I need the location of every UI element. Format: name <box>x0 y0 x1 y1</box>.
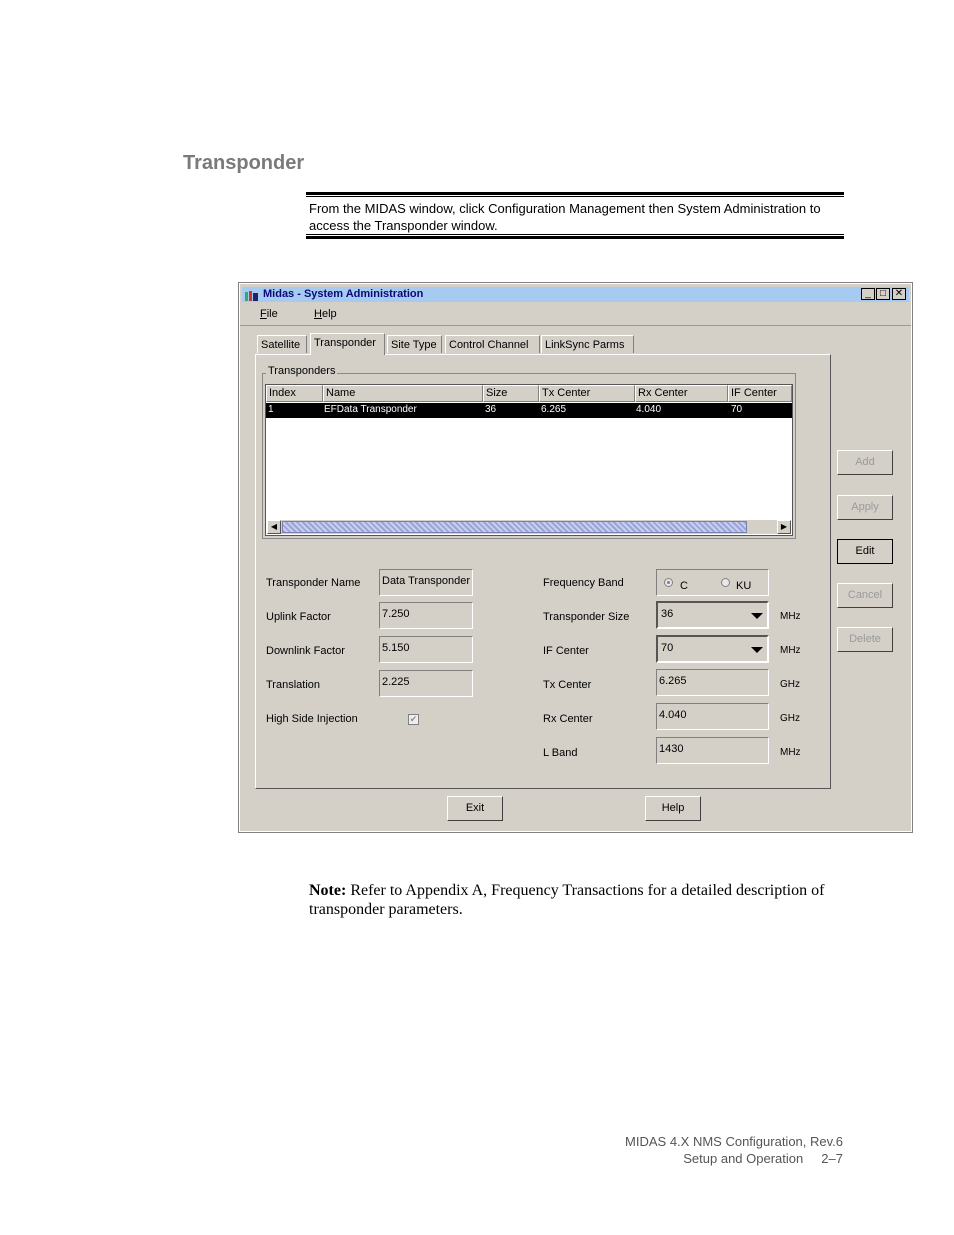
footer-section-page: Setup and Operation 2–7 <box>683 1151 843 1166</box>
scroll-right-icon[interactable]: ▶ <box>777 520 791 534</box>
edit-button[interactable]: Edit <box>837 539 893 564</box>
if-center-select[interactable] <box>656 635 769 663</box>
add-button[interactable]: Add <box>837 450 893 475</box>
note-paragraph <box>309 881 849 919</box>
note-label: Note: <box>309 882 347 899</box>
frequency-band-group <box>656 569 769 596</box>
instruction-text: From the MIDAS window, click Configuration Management then System Administration to access the Transponder window. <box>309 201 821 233</box>
transponders-table[interactable] <box>265 384 793 536</box>
band-ku-radio[interactable] <box>721 578 730 587</box>
footer-title: MIDAS 4.X NMS Configuration, Rev.6 <box>625 1134 843 1149</box>
maximize-icon[interactable]: □ <box>876 288 890 300</box>
downlink-factor-label: Downlink Factor <box>266 645 345 657</box>
band-c-radio[interactable] <box>664 578 673 587</box>
translation-label: Translation <box>266 679 321 691</box>
menu-file-label: ile <box>266 308 278 320</box>
help-button[interactable]: Help <box>645 796 701 821</box>
tx-center-unit: GHz <box>780 679 800 690</box>
uplink-factor-value: 7.250 <box>382 608 410 620</box>
band-ku-label: KU <box>736 580 752 592</box>
tx-center-value: 6.265 <box>659 675 687 687</box>
cancel-button[interactable]: Cancel <box>837 583 893 608</box>
column-header-if-center[interactable]: IF Center <box>728 385 792 402</box>
tab-linksync-parms[interactable]: LinkSync Parms <box>541 335 634 353</box>
app-icon <box>245 289 259 300</box>
translation-value: 2.225 <box>382 676 410 688</box>
instruction-bottom-rule <box>306 234 844 239</box>
tab-transponder[interactable]: Transponder <box>310 333 385 355</box>
delete-button[interactable]: Delete <box>837 627 893 652</box>
high-side-injection-checkbox[interactable]: ✔ <box>409 714 418 724</box>
menu-help[interactable] <box>314 308 337 320</box>
if-center-unit: MHz <box>780 645 801 656</box>
cell-tx-center: 6.265 <box>541 404 567 415</box>
cell-size: 36 <box>485 404 497 415</box>
rx-center-label: Rx Center <box>543 713 593 725</box>
lband-label: L Band <box>543 747 578 759</box>
cell-index: 1 <box>268 404 274 415</box>
menu-help-accel: H <box>314 308 322 320</box>
section-heading: Transponder <box>183 152 305 174</box>
high-side-injection-label: High Side Injection <box>266 713 358 725</box>
tab-satellite[interactable]: Satellite <box>257 335 307 353</box>
transponder-size-label: Transponder Size <box>543 611 630 623</box>
instruction-top-rule <box>306 192 844 197</box>
lband-value: 1430 <box>659 743 684 755</box>
column-header-index[interactable]: Index <box>266 385 323 402</box>
menu-file-accel: F <box>260 308 267 320</box>
uplink-factor-label: Uplink Factor <box>266 611 331 623</box>
lband-field[interactable] <box>656 737 769 764</box>
cell-if-center: 70 <box>731 404 743 415</box>
if-center-value: 70 <box>661 642 674 654</box>
cell-rx-center: 4.040 <box>636 404 662 415</box>
chevron-down-icon[interactable] <box>751 647 763 653</box>
tx-center-label: Tx Center <box>543 679 592 691</box>
column-header-name[interactable]: Name <box>323 385 483 402</box>
close-icon[interactable]: ✕ <box>892 288 906 300</box>
transponders-group-label: Transponders <box>268 365 336 377</box>
transponder-size-value: 36 <box>661 608 674 620</box>
rx-center-unit: GHz <box>780 713 800 724</box>
note-text: Refer to Appendix A, Frequency Transactions for a detailed description of transponder parameters. <box>309 882 825 918</box>
apply-button[interactable]: Apply <box>837 495 893 520</box>
if-center-label: IF Center <box>543 645 589 657</box>
table-row[interactable] <box>266 403 792 418</box>
menu-file[interactable] <box>260 308 278 320</box>
menu-bar <box>240 306 911 326</box>
scroll-thumb[interactable] <box>282 521 747 533</box>
translation-field[interactable] <box>379 670 473 697</box>
transponder-name-label: Transponder Name <box>266 577 361 589</box>
tab-control-channel[interactable]: Control Channel <box>445 335 540 353</box>
frequency-band-label: Frequency Band <box>543 577 624 589</box>
page-footer <box>625 1133 843 1167</box>
transponder-size-select[interactable] <box>656 601 769 629</box>
tx-center-field[interactable] <box>656 669 769 696</box>
column-header-rx-center[interactable]: Rx Center <box>635 385 728 402</box>
downlink-factor-field[interactable] <box>379 636 473 663</box>
system-administration-window <box>239 283 912 832</box>
lband-unit: MHz <box>780 747 801 758</box>
rx-center-field[interactable] <box>656 703 769 730</box>
scroll-left-icon[interactable]: ◀ <box>267 520 281 534</box>
window-title: Midas - System Administration <box>263 288 424 300</box>
tab-site-type[interactable]: Site Type <box>387 335 442 353</box>
chevron-down-icon[interactable] <box>751 613 763 619</box>
exit-button[interactable]: Exit <box>447 796 503 821</box>
transponder-name-field[interactable] <box>379 569 473 596</box>
transponder-size-unit: MHz <box>780 611 801 622</box>
uplink-factor-field[interactable] <box>379 602 473 629</box>
title-bar <box>242 287 909 302</box>
band-c-label: C <box>680 580 688 592</box>
cell-name: EFData Transponder <box>324 404 417 415</box>
transponder-name-value: Data Transponder <box>382 575 471 587</box>
menu-help-label: elp <box>321 308 337 320</box>
downlink-factor-value: 5.150 <box>382 642 410 654</box>
rx-center-value: 4.040 <box>659 709 687 721</box>
horizontal-scrollbar[interactable] <box>267 520 791 534</box>
column-header-tx-center[interactable]: Tx Center <box>539 385 635 402</box>
minimize-icon[interactable]: _ <box>861 288 875 300</box>
column-header-size[interactable]: Size <box>483 385 539 402</box>
